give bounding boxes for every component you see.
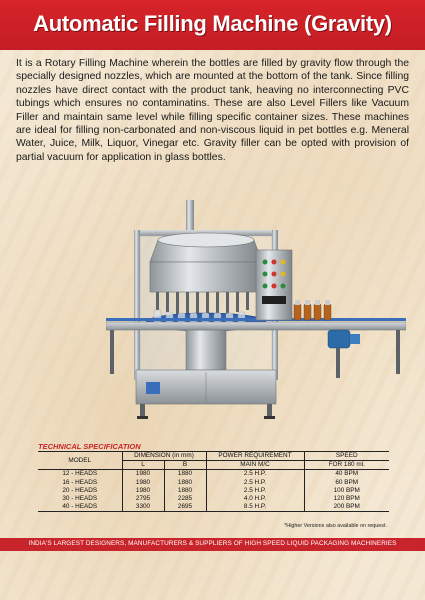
cell-power: 4.0 H.P. xyxy=(206,495,304,503)
cell-b: 2285 xyxy=(164,495,206,503)
col-header-b: B xyxy=(164,461,206,470)
cell-speed: 120 BPM xyxy=(333,495,360,503)
cell-speed: 200 BPM xyxy=(304,503,389,512)
cell-model: 30 - HEADS xyxy=(38,495,122,503)
cell-b: 1880 xyxy=(164,479,206,487)
cell-b: 1880 xyxy=(164,487,206,495)
footer-text: INDIA'S LARGEST DESIGNERS, MANUFACTURERS & SUPPLIERS OF HIGH SPEED LIQUID PACKAGING MACHINERIES xyxy=(28,540,397,547)
spec-note: *Higher Versions also available on request. xyxy=(284,523,387,529)
cell-model: 12 - HEADS xyxy=(38,470,122,479)
cell-power: 2.5 H.P. xyxy=(206,470,304,479)
col-header-power-sub: MAIN M/C xyxy=(206,461,304,470)
col-header-power: POWER REQUIREMENT xyxy=(206,452,304,461)
table-row xyxy=(38,495,389,503)
col-header-speed-sub: FOR 180 ml. xyxy=(304,461,389,470)
cell-l: 2795 xyxy=(122,495,164,503)
filling-machine-illustration xyxy=(106,200,406,422)
cell-model: 40 - HEADS xyxy=(38,503,122,512)
product-description: It is a Rotary Filling Machine wherein the bottles are filled by gravity flow through the specially designed nozzles, which are mounted at the bottom of the tank. Since filling nozzles have direct contact with the product tank, heaving no interconnecting PVC tubings which ensures no contaminatins. These are also Level Fillers like Vacuum Filler and maintain same level while filling specific container sizes. These machines are ideal for filling non-carbonated and non-viscous liquid in pet bottles e.g. Meneral Water, Juice, Milk, Liquor, Vinegar etc. Gravity filler can be opted with provision of partial vacuum for application in glass bottles. xyxy=(16,58,409,163)
footer-banner xyxy=(0,538,425,551)
table-row xyxy=(38,503,389,512)
cell-speed: 100 BPM xyxy=(333,486,360,494)
cell-model: 20 - HEADS xyxy=(38,487,122,495)
col-header-l: L xyxy=(122,461,164,470)
cell-speed: 40 BPM xyxy=(335,470,359,478)
cell-model: 16 - HEADS xyxy=(38,479,122,487)
spec-table xyxy=(38,451,389,512)
cell-l: 3300 xyxy=(122,503,164,512)
title-banner xyxy=(0,0,425,50)
cell-l: 1980 xyxy=(122,470,164,479)
cell-l: 1980 xyxy=(122,487,164,495)
cell-power: 8.5 H.P. xyxy=(206,503,304,512)
col-header-speed: SPEED xyxy=(304,452,389,461)
machine-photo xyxy=(106,200,406,422)
col-header-dimension: DIMENSION (in mm) xyxy=(122,452,206,461)
cell-l: 1980 xyxy=(122,479,164,487)
col-header-model: MODEL xyxy=(38,452,122,470)
table-row xyxy=(38,479,389,487)
table-row xyxy=(38,470,389,479)
spec-title: TECHNICAL SPECIFICATION xyxy=(38,442,141,451)
page-title: Automatic Filling Machine (Gravity) xyxy=(33,11,392,36)
cell-power: 2.5 H.P. xyxy=(206,487,304,495)
cell-speed: 60 BPM xyxy=(335,478,359,486)
cell-b: 1880 xyxy=(164,470,206,479)
cell-b: 2695 xyxy=(164,503,206,512)
cell-power: 2.5 H.P. xyxy=(206,479,304,487)
table-row xyxy=(38,487,389,495)
